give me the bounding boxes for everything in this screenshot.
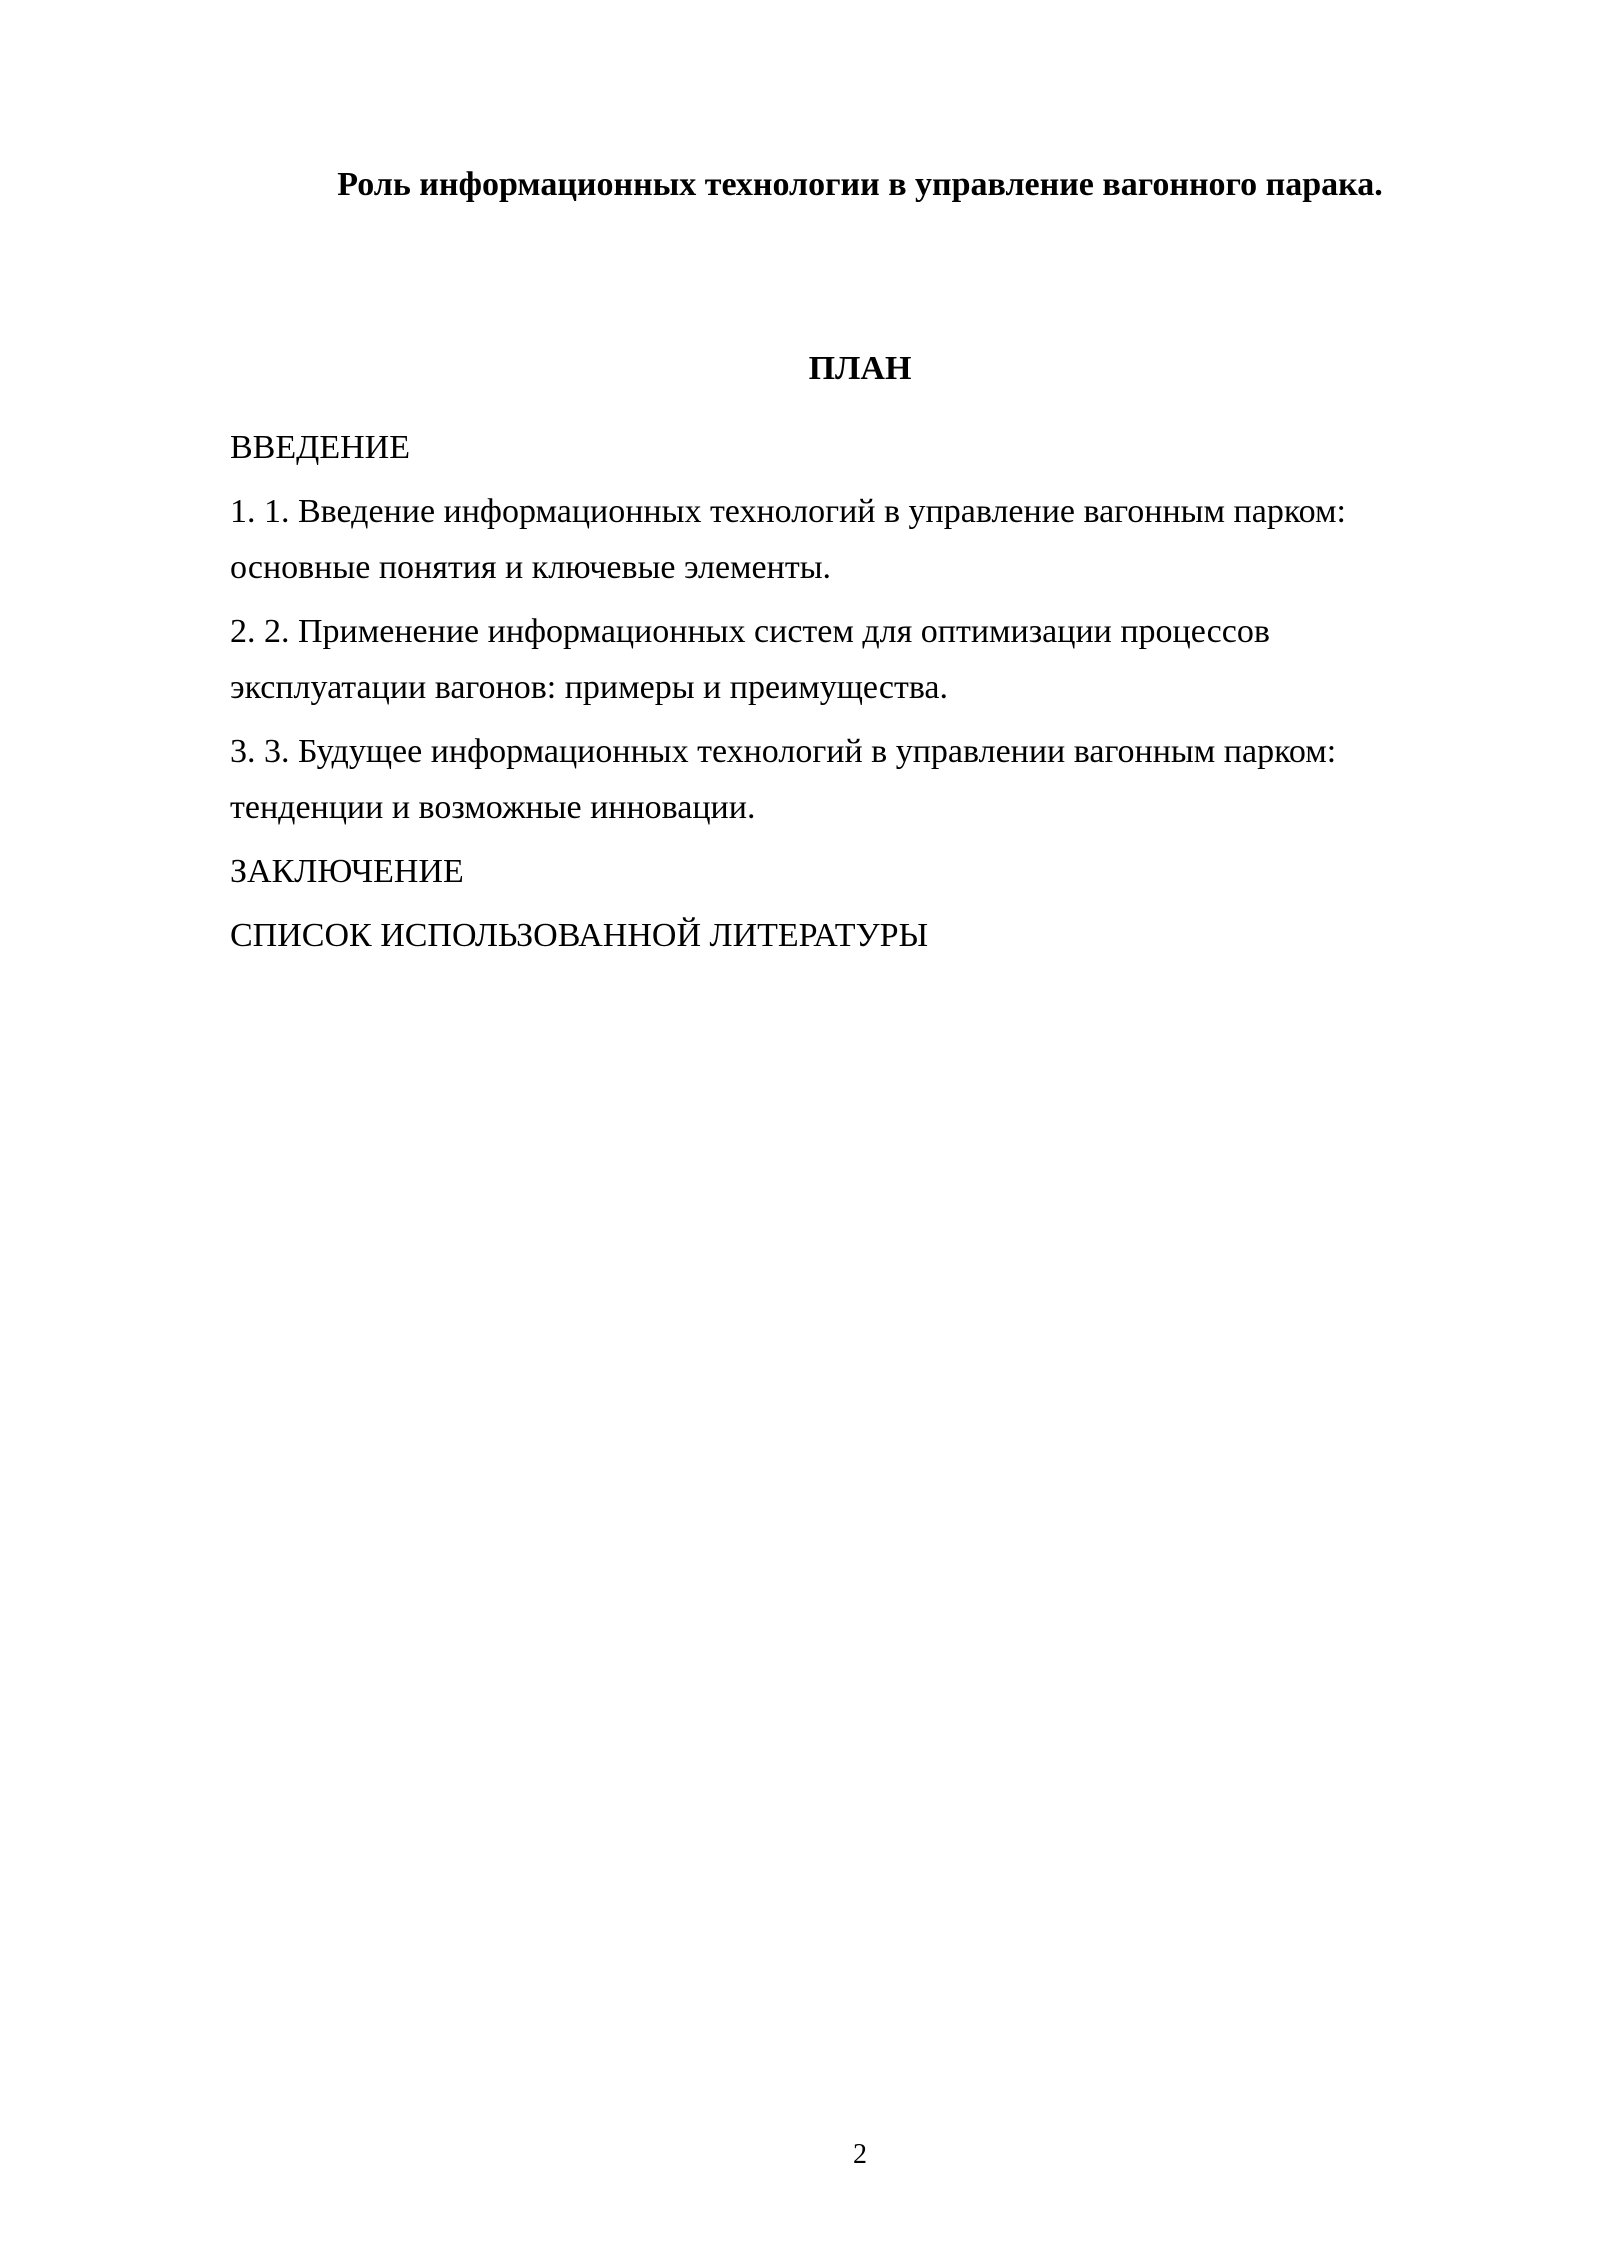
toc-item-label: ВВЕДЕНИЕ <box>230 429 410 466</box>
toc-item-chapter-3 <box>230 724 1520 836</box>
toc-item-chapter-2 <box>230 604 1520 716</box>
toc-item-line: 3. 3. Будущее информационных технологий в управлении вагонным парком: <box>230 733 1337 770</box>
toc-item-line: основные понятия и ключевые элементы. <box>230 549 832 586</box>
toc-item-line: тенденции и возможные инновации. <box>230 789 756 826</box>
toc-item-line: 1. 1. Введение информационных технологий в управление вагонным парком: <box>230 493 1346 530</box>
document-title: Роль информационных технологии в управление вагонного парака. <box>337 166 1383 203</box>
toc-item-introduction <box>230 420 1520 476</box>
toc-item-line: эксплуатации вагонов: примеры и преимущества. <box>230 669 949 706</box>
toc-item-chapter-1 <box>230 484 1520 596</box>
toc-item-conclusion <box>230 844 1520 900</box>
toc-item-label: ЗАКЛЮЧЕНИЕ <box>230 853 464 890</box>
page-number: 2 <box>853 2139 867 2170</box>
toc-item-references <box>230 908 1520 964</box>
toc-item-label: СПИСОК ИСПОЛЬЗОВАННОЙ ЛИТЕРАТУРЫ <box>230 917 929 954</box>
toc-item-line: 2. 2. Применение информационных систем для оптимизации процессов <box>230 613 1270 650</box>
table-of-contents <box>230 420 1520 972</box>
plan-heading: ПЛАН <box>808 350 912 387</box>
